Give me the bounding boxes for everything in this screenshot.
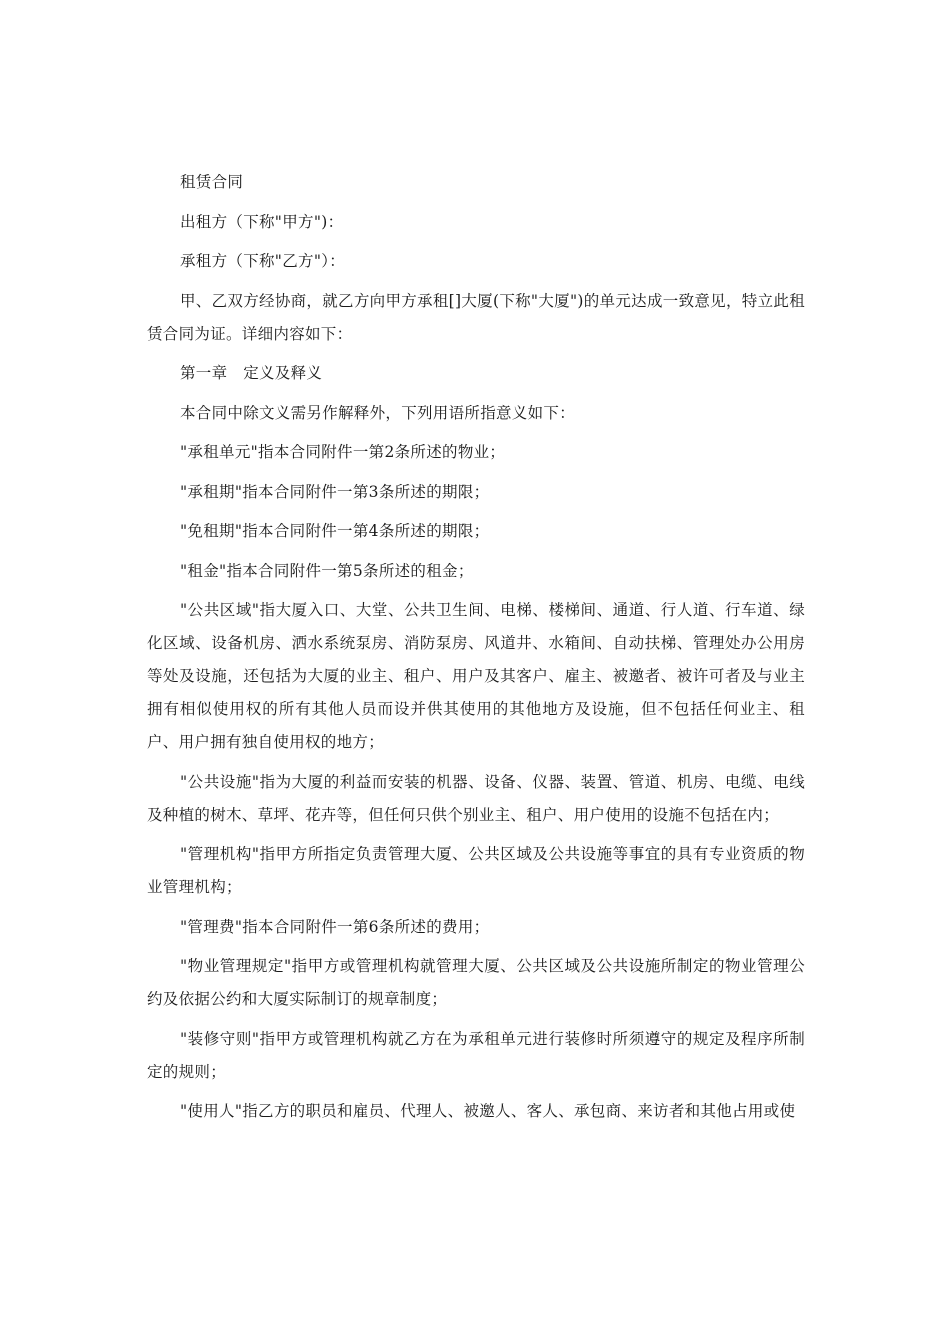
definition-management-fee: "管理费"指本合同附件一第6条所述的费用； bbox=[180, 917, 490, 936]
definition-common-facilities: "公共设施"指为大厦的利益而安装的机器、设备、仪器、装置、管道、机房、电缆、电线及种植的树木、草坪、花卉等，但任何只供个别业主、租户、用户使用的设施不包括在内； bbox=[147, 772, 805, 824]
definition-leased-unit: "承租单元"指本合同附件一第2条所述的物业； bbox=[180, 443, 506, 461]
definition-common-areas: "公共区域"指大厦入口、大堂、公共卫生间、电梯、楼梯间、通道、行人道、行车道、绿化区域、设备机房、洒水系统泵房、消防泵房、风道井、水箱间、自动扶梯、管理处办公用房等处及设施，还包括为大厦的业主、租户、用户及其客户、雇主、被邀者、被许可者及与业主拥有相似使用权的所有其他人员而设并供其使用的其他地方及设施，但不包括任何业主、租户、用户拥有独自使用权的地方； bbox=[147, 601, 805, 751]
definition-rent: "租金"指本合同附件一第5条所述的租金； bbox=[180, 561, 474, 580]
paragraph-preamble: 甲、乙双方经协商，就乙方向甲方承租[]大厦(下称"大厦")的单元达成一致意见，特立此租赁合同为证。详细内容如下： bbox=[147, 291, 805, 343]
definition-property-rules: "物业管理规定"指甲方或管理机构就管理大厦、公共区域及公共设施所制定的物业管理公约及依据公约和大厦实际制订的规章制度； bbox=[147, 957, 805, 1008]
definition-rent-free-period: "免租期"指本合同附件一第4条所述的期限； bbox=[180, 522, 490, 540]
paragraph-lessor: 出租方（下称"甲方")： bbox=[180, 212, 344, 231]
paragraph-definitions-intro: 本合同中除文义需另作解释外，下列用语所指意义如下： bbox=[180, 403, 576, 422]
definition-renovation-rules: "装修守则"指甲方或管理机构就乙方在为承租单元进行装修时所须遵守的规定及程序所制定的规则； bbox=[147, 1029, 805, 1081]
paragraph-lessee: 承租方（下称"乙方"）： bbox=[180, 252, 346, 270]
document-title: 租赁合同 bbox=[180, 173, 244, 191]
chapter-heading: 第一章 定义及释义 bbox=[180, 364, 323, 382]
document-body bbox=[147, 166, 805, 1135]
definition-lease-term: "承租期"指本合同附件一第3条所述的期限； bbox=[180, 482, 490, 501]
definition-users: "使用人"指乙方的职员和雇员、代理人、被邀人、客人、承包商、来访者和其他占用或使 bbox=[180, 1102, 796, 1120]
definition-management-body: "管理机构"指甲方所指定负责管理大厦、公共区域及公共设施等事宜的具有专业资质的物业管理机构； bbox=[147, 845, 805, 896]
